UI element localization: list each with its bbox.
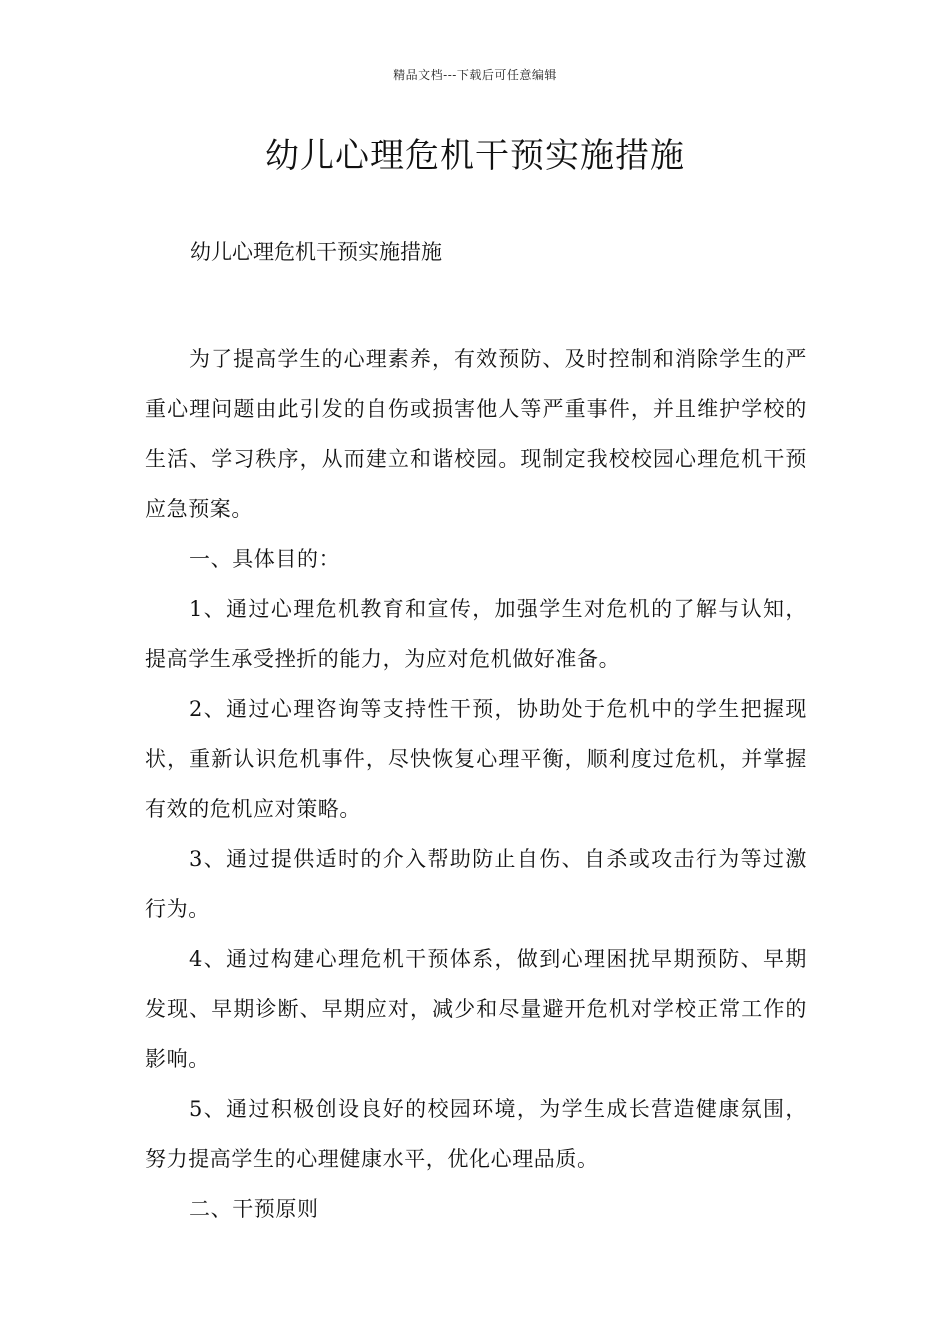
paragraph-item-1: 1、通过心理危机教育和宣传，加强学生对危机的了解与认知，提高学生承受挫折的能力，为应对危机做好准备。 xyxy=(145,597,807,671)
paragraph-item-2: 2、通过心理咨询等支持性干预，协助处于危机中的学生把握现状，重新认识危机事件，尽快恢复心理平衡，顺利度过危机，并掌握有效的危机应对策略。 xyxy=(145,697,807,821)
paragraph-item-5: 5、通过积极创设良好的校园环境，为学生成长营造健康氛围，努力提高学生的心理健康水平，优化心理品质。 xyxy=(145,1097,807,1171)
document-subtitle: 幼儿心理危机干预实施措施 xyxy=(190,240,442,264)
paragraph-intro: 为了提高学生的心理素养，有效预防、及时控制和消除学生的严重心理问题由此引发的自伤或损害他人等严重事件，并且维护学校的生活、学习秩序，从而建立和谐校园。现制定我校校园心理危机干预应急预案。 xyxy=(145,347,807,521)
paragraph-item-3: 3、通过提供适时的介入帮助防止自伤、自杀或攻击行为等过激行为。 xyxy=(145,847,807,921)
section-heading-purpose: 一、具体目的： xyxy=(189,547,341,571)
paragraph-item-4: 4、通过构建心理危机干预体系，做到心理困扰早期预防、早期发现、早期诊断、早期应对，减少和尽量避开危机对学校正常工作的影响。 xyxy=(145,947,807,1071)
document-title: 幼儿心理危机干预实施措施 xyxy=(265,136,685,176)
document-body xyxy=(145,334,807,1234)
header-note: 精品文档---下载后可任意编辑 xyxy=(393,68,557,82)
section-heading-principles: 二、干预原则 xyxy=(189,1197,319,1221)
